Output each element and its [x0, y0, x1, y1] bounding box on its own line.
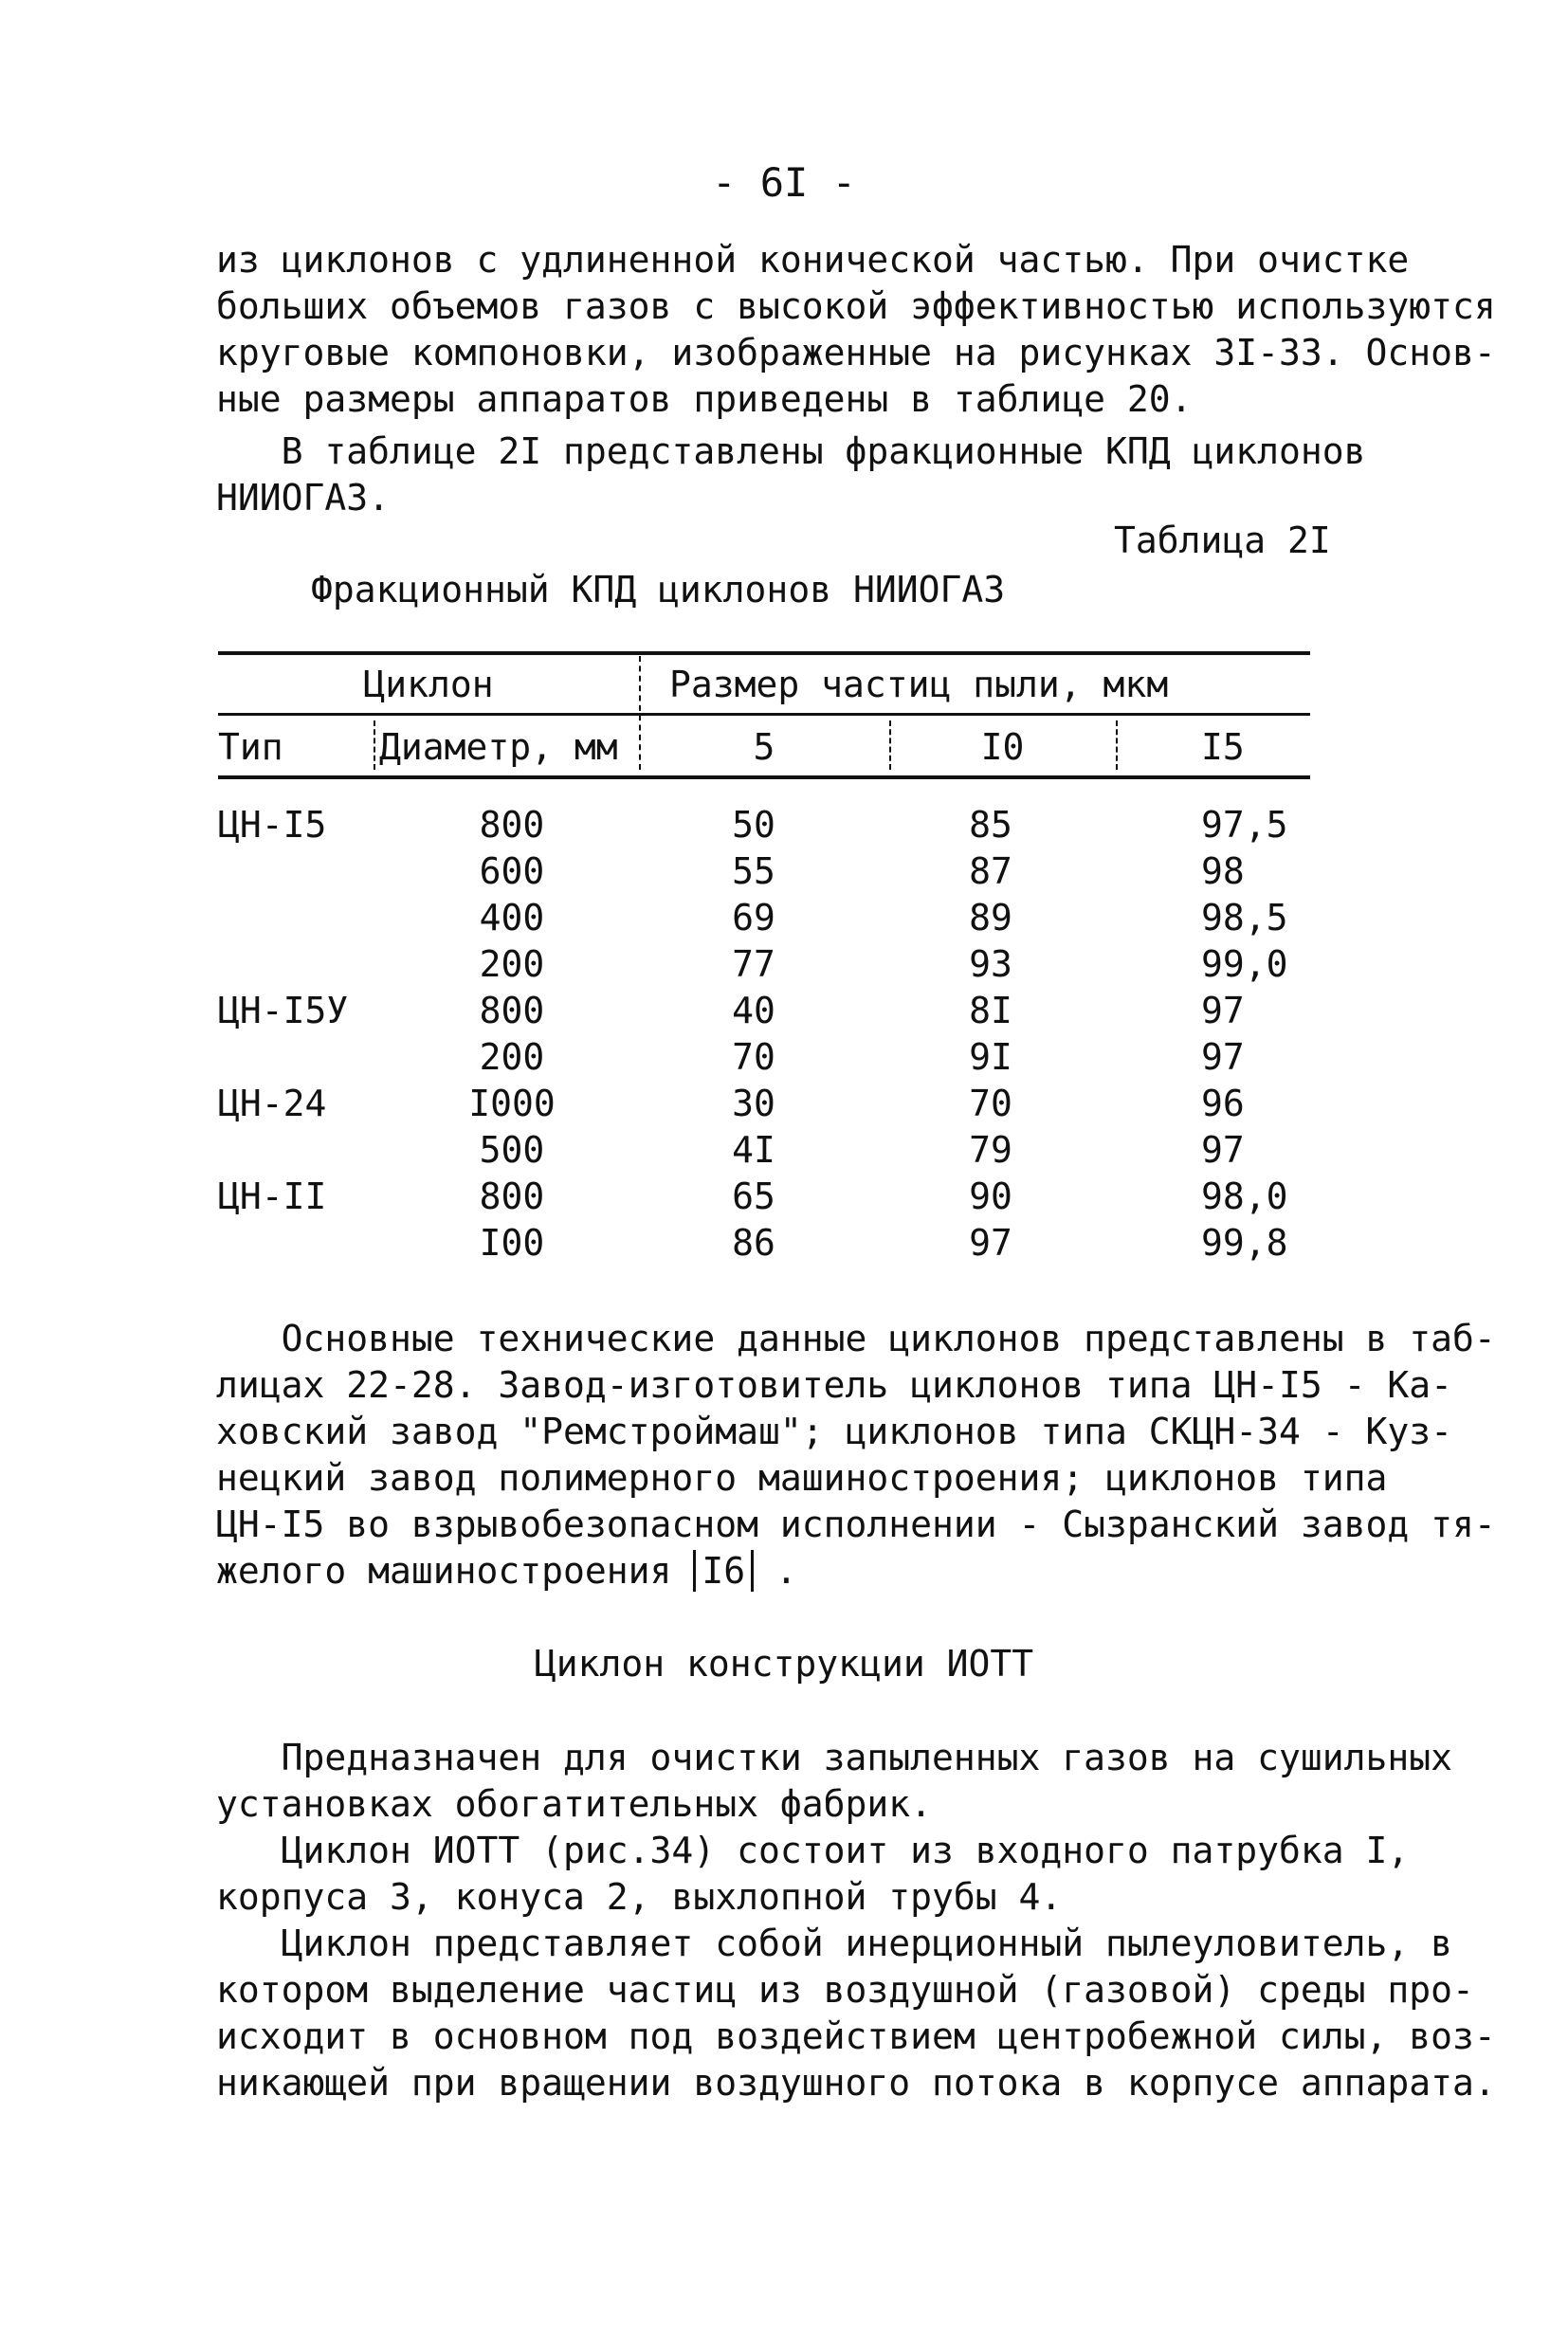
cell-size-10: 90: [969, 1176, 1012, 1217]
cell-size-15: 98,5: [1201, 897, 1288, 939]
text-line: больших объемов газов с высокой эффективностью используются: [216, 285, 1496, 327]
cell-diameter: 800: [479, 990, 545, 1031]
table-row: [0, 943, 1568, 990]
text-fragment: желого машиностроения: [216, 1550, 694, 1592]
cell-size-5: 86: [732, 1222, 775, 1264]
text-line: В таблице 2I представлены фракционные КПД циклонов: [216, 430, 1366, 472]
cell-size-10: 97: [969, 1222, 1012, 1264]
cell-size-15: 97: [1201, 1036, 1245, 1078]
cell-size-15: 97: [1201, 1129, 1245, 1171]
cell-diameter: 800: [479, 1176, 545, 1217]
cell-size-10: 8I: [969, 990, 1012, 1031]
table-row: [0, 897, 1568, 943]
table-row: [0, 1083, 1568, 1129]
cell-diameter: 500: [479, 1129, 545, 1171]
header-bottom-rule: [218, 775, 1310, 779]
cell-size-5: 69: [732, 897, 775, 939]
cell-diameter: 800: [479, 804, 545, 846]
text-line: корпуса 3, конуса 2, выхлопной трубы 4.: [216, 1876, 1063, 1918]
cell-size-5: 40: [732, 990, 775, 1031]
cell-size-10: 9I: [969, 1036, 1012, 1078]
table-row: [0, 1129, 1568, 1176]
header-cyclone: Циклон: [363, 664, 494, 705]
table-row: [0, 990, 1568, 1036]
cell-size-15: 97: [1201, 990, 1245, 1031]
text-line: котором выделение частиц из воздушной (газовой) среды про-: [216, 1969, 1474, 2011]
header-separator: [374, 720, 375, 770]
cell-diameter: 200: [479, 943, 545, 985]
text-line: Циклон представляет собой инерционный пылеуловитель, в: [216, 1923, 1453, 1964]
table-intro-paragraph: [216, 428, 1373, 521]
cell-type: ЦН-I5У: [218, 990, 349, 1031]
text-line: нецкий завод полимерного машиностроения; циклонов типа: [216, 1457, 1388, 1499]
table-row: [0, 1176, 1568, 1222]
cell-size-5: 50: [732, 804, 775, 846]
cell-size-5: 30: [732, 1083, 775, 1124]
intro-paragraph: [216, 237, 1496, 423]
cell-size-10: 87: [969, 850, 1012, 892]
col-header-5: 5: [753, 726, 775, 768]
cell-size-5: 70: [732, 1036, 775, 1078]
section-title: Циклон конструкции ИОТТ: [534, 1643, 1034, 1685]
cell-size-10: 70: [969, 1083, 1012, 1124]
cell-size-10: 85: [969, 804, 1012, 846]
table-row: [0, 850, 1568, 897]
cell-diameter: I000: [468, 1083, 556, 1124]
text-line: ные размеры аппаратов приведены в таблице 20.: [216, 378, 1193, 420]
cell-size-10: 79: [969, 1129, 1012, 1171]
cell-size-5: 55: [732, 850, 775, 892]
cell-size-15: 97,5: [1201, 804, 1288, 846]
text-line: НИИОГАЗ.: [216, 477, 391, 519]
text-line: Основные технические данные циклонов представлены в таб-: [216, 1318, 1496, 1359]
cell-diameter: 600: [479, 850, 545, 892]
cell-size-15: 96: [1201, 1083, 1245, 1124]
header-separator: [1116, 720, 1118, 770]
table-row: [0, 1036, 1568, 1083]
cell-diameter: 200: [479, 1036, 545, 1078]
purpose-paragraph: [216, 1735, 1496, 2106]
cell-size-10: 93: [969, 943, 1012, 985]
citation-reference: I6: [693, 1550, 754, 1592]
cell-size-10: 89: [969, 897, 1012, 939]
text-line: [216, 1548, 1373, 1595]
col-header-diameter: Диаметр, мм: [379, 726, 618, 768]
col-header-10: I0: [980, 726, 1025, 768]
table-row: [0, 1222, 1568, 1268]
cell-diameter: 400: [479, 897, 545, 939]
cell-size-15: 98,0: [1201, 1176, 1288, 1217]
text-line: лицах 22-28. Завод-изготовитель циклонов типа ЦН-I5 - Ка-: [216, 1364, 1453, 1406]
text-line: никающей при вращении воздушного потока в корпусе аппарата.: [216, 2062, 1496, 2104]
text-line: Циклон ИОТТ (рис.34) состоит из входного патрубка I,: [216, 1830, 1410, 1871]
cell-size-15: 99,8: [1201, 1222, 1288, 1264]
page-number: - 6I -: [712, 159, 856, 206]
cell-type: ЦН-II: [218, 1176, 327, 1217]
cell-size-15: 99,0: [1201, 943, 1288, 985]
cell-size-5: 77: [732, 943, 775, 985]
cell-size-15: 98: [1201, 850, 1245, 892]
table-top-rule: [218, 651, 1310, 655]
text-line: круговые компоновки, изображенные на рисунках 3I-33. Основ-: [216, 332, 1496, 374]
table-caption: Фракционный КПД циклонов НИИОГАЗ: [311, 569, 1006, 611]
text-line: ЦН-I5 во взрывобезопасном исполнении - Сызранский завод тя-: [216, 1504, 1496, 1545]
cell-type: ЦН-24: [218, 1083, 327, 1124]
cell-type: ЦН-I5: [218, 804, 327, 846]
text-line: ховский завод "Ремстроймаш"; циклонов типа СКЦН-34 - Куз-: [216, 1411, 1453, 1452]
table-label: Таблица 2I: [1114, 519, 1331, 561]
cell-size-5: 65: [732, 1176, 775, 1217]
header-group-rule: [218, 713, 1310, 716]
header-particle-size: Размер частиц пыли, мкм: [669, 664, 1169, 705]
text-fragment: .: [754, 1550, 797, 1592]
col-header-type: Тип: [218, 726, 283, 768]
text-line: исходит в основном под воздействием центробежной силы, воз-: [216, 2015, 1496, 2057]
cell-diameter: I00: [479, 1222, 545, 1264]
text-line: из циклонов с удлиненной конической частью. При очистке: [216, 239, 1410, 281]
technical-data-paragraph: [216, 1316, 1496, 1595]
col-header-15: I5: [1201, 726, 1245, 768]
cell-size-5: 4I: [732, 1129, 775, 1171]
table-row: [0, 804, 1568, 850]
text-line: установках обогатительных фабрик.: [216, 1783, 932, 1825]
text-line: Предназначен для очистки запыленных газов на сушильных: [216, 1737, 1453, 1778]
